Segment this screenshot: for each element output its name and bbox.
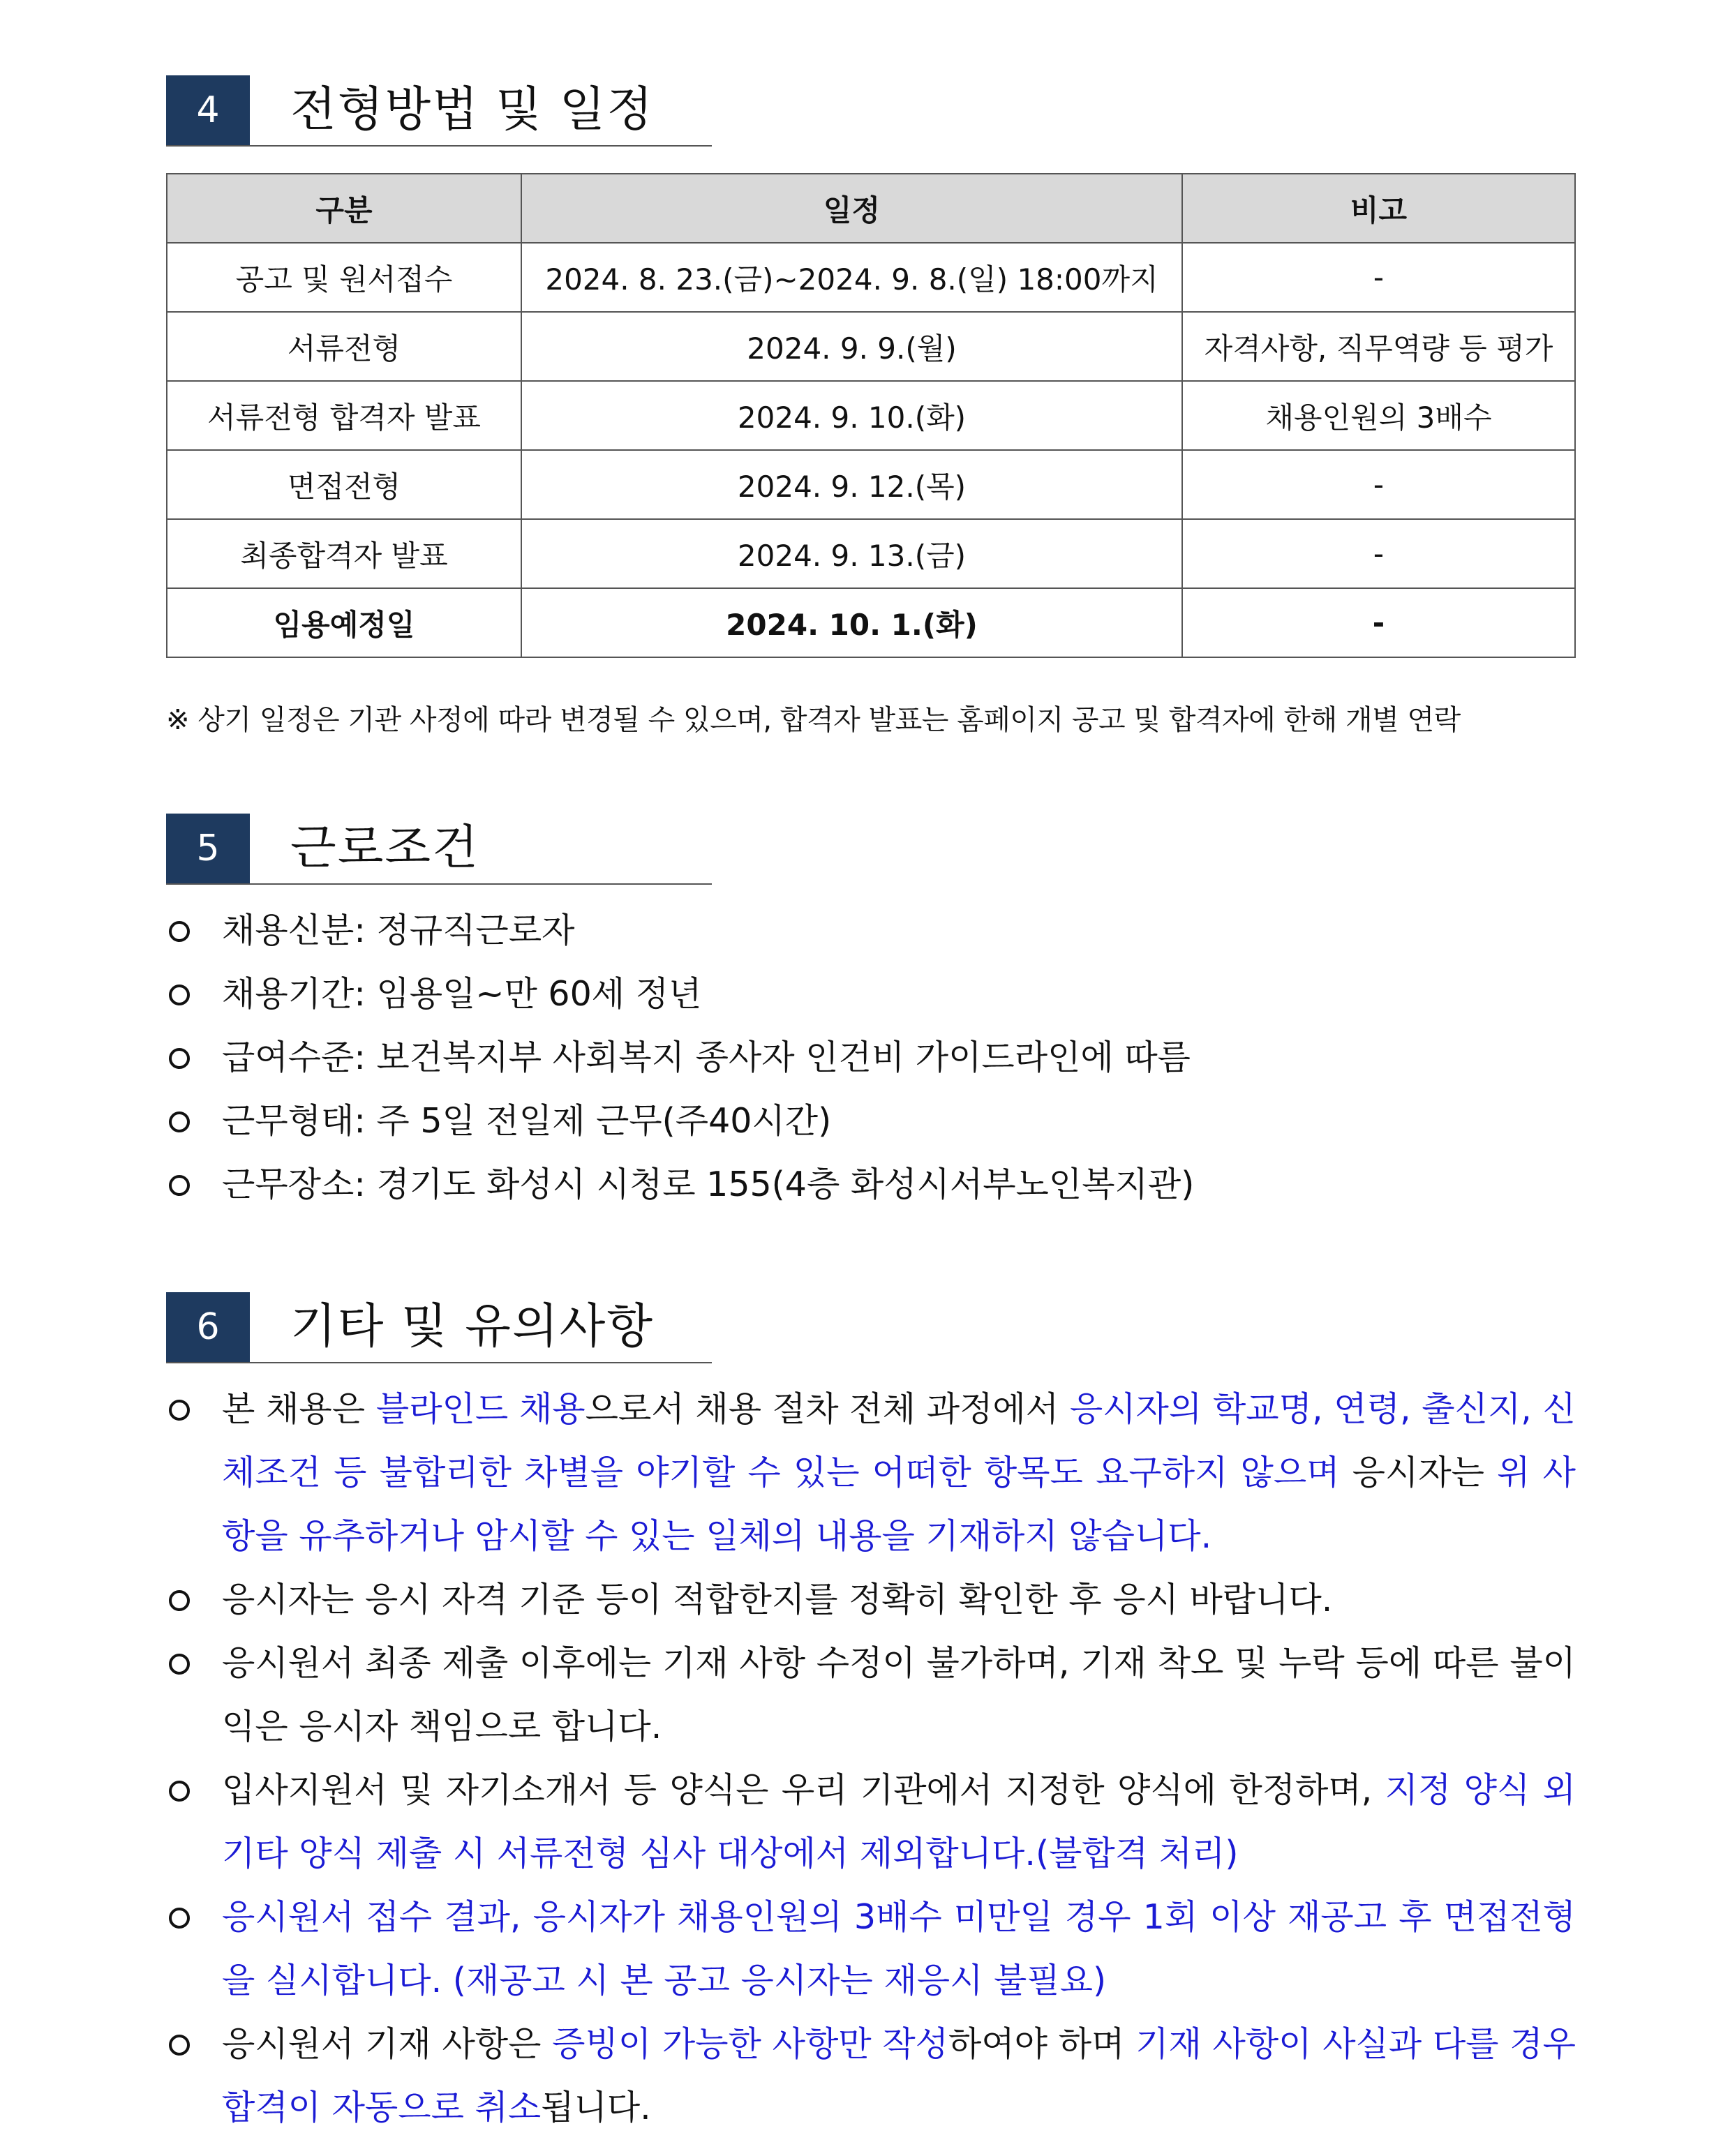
list-item-text: 근무형태: 주 5일 전일제 근무(주40시간)	[222, 1101, 832, 1141]
list-item-text: 채용신분: 정규직근로자	[222, 911, 575, 950]
circle-bullet-icon	[169, 1781, 190, 1802]
table-row	[167, 450, 1575, 519]
section-5-title: 근로조건	[290, 821, 479, 876]
cell-remarks: 채용인원의 3배수	[1182, 381, 1575, 450]
text-segment-highlight: 응시자의 학교명, 연령, 출신지, 신체조건 등 불합리한 차별을 야기할 수 있는 어떠한 항목도 요구하지 않으며	[222, 1389, 1576, 1492]
cell-remarks: -	[1182, 588, 1575, 657]
table-row	[167, 243, 1575, 312]
text-segment: 응시자는 응시 자격 기준 등이 적합한지를 정확히 확인한 후 응시 바랍니다.	[222, 1580, 1333, 1619]
list-item	[166, 1885, 1576, 2012]
text-segment: 입사지원서 및 자기소개서 등 양식은 우리 기관에서 지정한 양식에 한정하며,	[222, 1770, 1385, 1810]
list-item	[166, 1153, 1576, 1216]
text-segment: 응시원서 기재 사항은	[222, 2024, 553, 2064]
cell-category: 서류전형	[167, 312, 521, 381]
section-5-header	[166, 814, 712, 885]
list-item	[166, 899, 1576, 962]
schedule-table	[166, 173, 1576, 658]
notices-list	[166, 1377, 1576, 2139]
list-item	[166, 1026, 1576, 1089]
table-header-row	[167, 174, 1575, 243]
schedule-note: ※ 상기 일정은 기관 사정에 따라 변경될 수 있으며, 합격자 발표는 홈페이지 공고 및 합격자에 한해 개별 연락	[166, 704, 1461, 736]
table-row	[167, 381, 1575, 450]
cell-remarks: -	[1182, 519, 1575, 588]
table-row	[167, 312, 1575, 381]
text-segment-highlight: 블라인드 채용	[375, 1389, 586, 1429]
cell-remarks: 자격사항, 직무역량 등 평가	[1182, 312, 1575, 381]
cell-category: 공고 및 원서접수	[167, 243, 521, 312]
list-item-text: 채용기간: 임용일~만 60세 정년	[222, 974, 702, 1014]
list-item	[166, 1631, 1576, 1758]
text-segment: 본 채용은	[222, 1389, 376, 1429]
text-segment-highlight: 위 사항을 유추하거나 암시할 수 있는 일체의 내용을 기재하지 않습니다.	[222, 1453, 1576, 1556]
list-item	[166, 1377, 1576, 1568]
circle-bullet-icon	[169, 1111, 190, 1132]
circle-bullet-icon	[169, 1175, 190, 1196]
cell-remarks: -	[1182, 450, 1575, 519]
cell-schedule: 2024. 8. 23.(금)~2024. 9. 8.(일) 18:00까지	[521, 243, 1182, 312]
circle-bullet-icon	[169, 1400, 190, 1421]
cell-remarks: -	[1182, 243, 1575, 312]
section-4-title: 전형방법 및 일정	[290, 82, 655, 137]
circle-bullet-icon	[169, 985, 190, 1005]
text-segment-highlight: 응시원서 접수 결과, 응시자가 채용인원의 3배수 미만일 경우 1회 이상 재공고 후 면접전형을 실시합니다. (재공고 시 본 공고 응시자는 재응시 불필요)	[222, 1897, 1576, 2000]
text-segment-highlight: 증빙이 가능한 사항만 작성	[552, 2024, 949, 2064]
circle-bullet-icon	[169, 1654, 190, 1675]
circle-bullet-icon	[169, 921, 190, 942]
list-item	[166, 962, 1576, 1026]
cell-category: 면접전형	[167, 450, 521, 519]
cell-schedule: 2024. 10. 1.(화)	[521, 588, 1182, 657]
section-6-number: 6	[166, 1292, 250, 1362]
section-4-header	[166, 75, 712, 147]
cell-schedule: 2024. 9. 13.(금)	[521, 519, 1182, 588]
cell-category: 임용예정일	[167, 588, 521, 657]
section-4-number: 4	[166, 75, 250, 145]
list-item	[166, 1089, 1576, 1153]
cell-schedule: 2024. 9. 9.(월)	[521, 312, 1182, 381]
circle-bullet-icon	[169, 2035, 190, 2056]
text-segment-highlight: 지정 양식 외 기타 양식 제출 시 서류전형 심사 대상에서 제외합니다.(불합격 처리)	[222, 1770, 1576, 1873]
blind-hiring-notice	[222, 1389, 1576, 1556]
section-6-title: 기타 및 유의사항	[290, 1299, 655, 1354]
header-category: 구분	[167, 174, 521, 243]
list-item	[166, 2012, 1576, 2139]
circle-bullet-icon	[169, 1048, 190, 1069]
text-segment: 응시원서 최종 제출 이후에는 기재 사항 수정이 불가하며, 기재 착오 및 누락 등에 따른 불이익은 응시자 책임으로 합니다.	[222, 1643, 1576, 1746]
section-5-number: 5	[166, 814, 250, 883]
table-row	[167, 519, 1575, 588]
cell-schedule: 2024. 9. 12.(목)	[521, 450, 1182, 519]
circle-bullet-icon	[169, 1590, 190, 1611]
list-item	[166, 1758, 1576, 1885]
text-segment-highlight: 기재 사항이 사실과 다를 경우 합격이 자동으로 취소	[222, 2024, 1576, 2127]
list-item	[166, 1568, 1576, 1631]
cell-category: 서류전형 합격자 발표	[167, 381, 521, 450]
list-item-text: 근무장소: 경기도 화성시 시청로 155(4층 화성시서부노인복지관)	[222, 1165, 1195, 1204]
text-segment: 으로서 채용 절차 전체 과정에서	[585, 1389, 1070, 1429]
header-schedule: 일정	[521, 174, 1182, 243]
cell-schedule: 2024. 9. 10.(화)	[521, 381, 1182, 450]
text-segment: 응시자는	[1339, 1453, 1498, 1492]
section-6-header	[166, 1292, 712, 1363]
list-item-text: 급여수준: 보건복지부 사회복지 종사자 인건비 가이드라인에 따름	[222, 1038, 1191, 1077]
text-segment: 하여야 하며	[948, 2024, 1136, 2064]
table-row-appointment	[167, 588, 1575, 657]
circle-bullet-icon	[169, 1908, 190, 1929]
working-conditions-list	[166, 899, 1576, 1216]
header-remarks: 비고	[1182, 174, 1575, 243]
cell-category: 최종합격자 발표	[167, 519, 521, 588]
text-segment: 됩니다.	[541, 2088, 651, 2127]
